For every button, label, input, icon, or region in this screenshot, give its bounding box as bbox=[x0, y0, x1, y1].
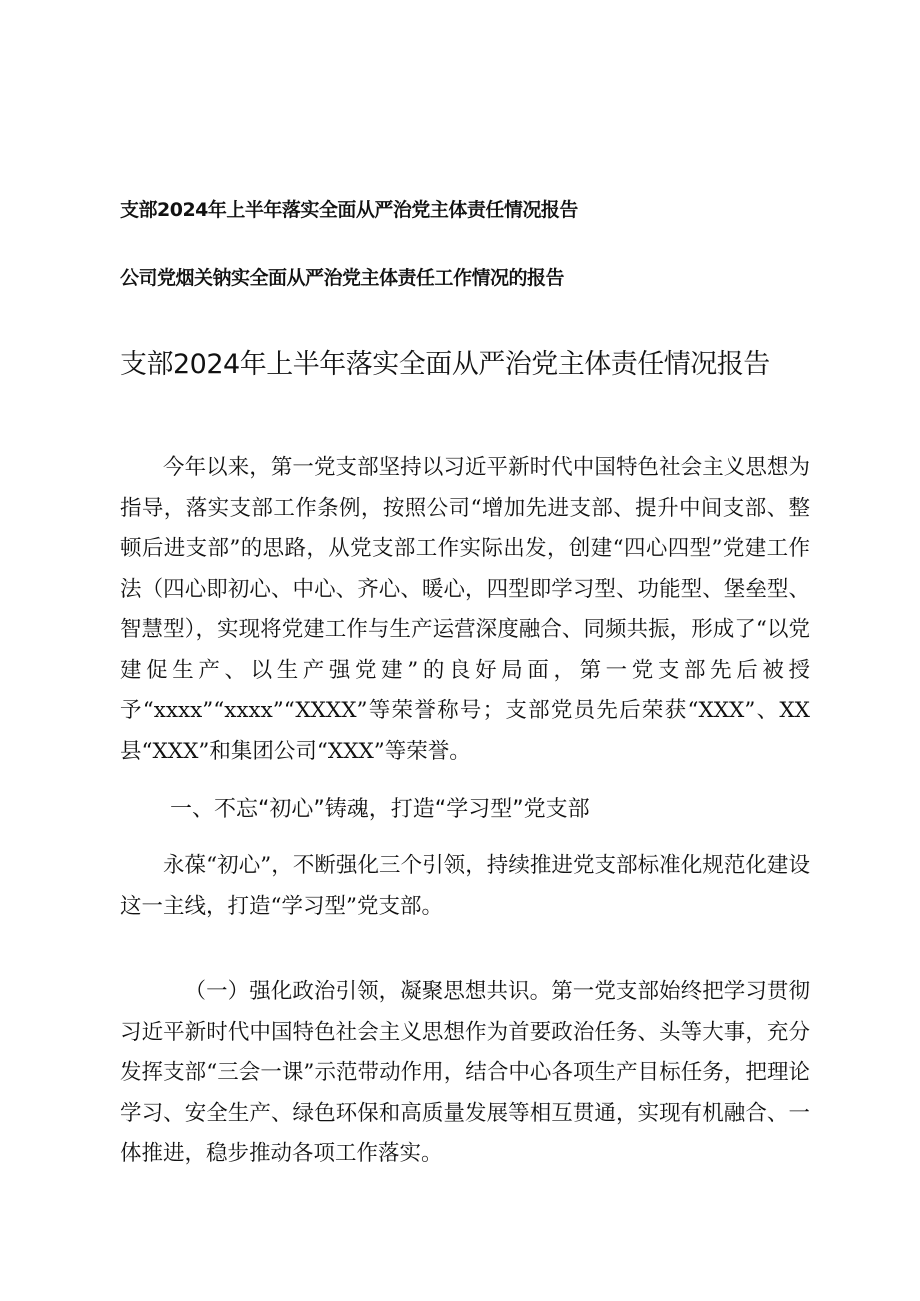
paragraph-subsection-1: （一）强化政治引领，凝聚思想共识。第一党支部始终把学习贯彻习近平新时代中国特色社会主义思想作为首要政治任务、头等大事，充分发挥支部“三会一课”示范带动作用，结合中心各项生产目标任务，把理论学习、安全生产、绿色环保和高质量发展等相互贯通，实现有机融合、一体推进，稳步推动各项工作落实。 bbox=[120, 979, 810, 1166]
paragraph-intro: 今年以来，第一党支部坚持以习近平新时代中国特色社会主义思想为指导，落实支部工作条例，按照公司“增加先进支部、提升中间支部、整顿后进支部”的思路，从党支部工作实际出发，创建“四心四型”党建工作法（四心即初心、中心、齐心、暖心，四型即学习型、功能型、堡垒型、智慧型），实现将党建工作与生产运营深度融合、同频共振，形成了“以党建促生产、以生产强党建”的良好局面，第一党支部先后被授予“xxxx”“xxxx”“XXXX”等荣誉称号；支部党员先后荣获“XXX”、XX县“XXX”和集团公司“XXX”等荣誉。 bbox=[120, 455, 810, 764]
toc-item-2: 公司党烟关钠实全面从严治党主体责任工作情况的报告 bbox=[120, 267, 565, 289]
section-heading-1: 一、不忘“初心”铸魂，打造“学习型”党支部 bbox=[170, 797, 590, 822]
paragraph-section-1-intro: 永葆“初心”，不断强化三个引领，持续推进党支部标准化规范化建设这一主线，打造“学习型”党支部。 bbox=[120, 853, 810, 919]
document-title: 支部2024年上半年落实全面从严治党主体责任情况报告 bbox=[120, 349, 770, 380]
toc-item-1: 支部2024年上半年落实全面从严治党主体责任情况报告 bbox=[120, 199, 578, 221]
